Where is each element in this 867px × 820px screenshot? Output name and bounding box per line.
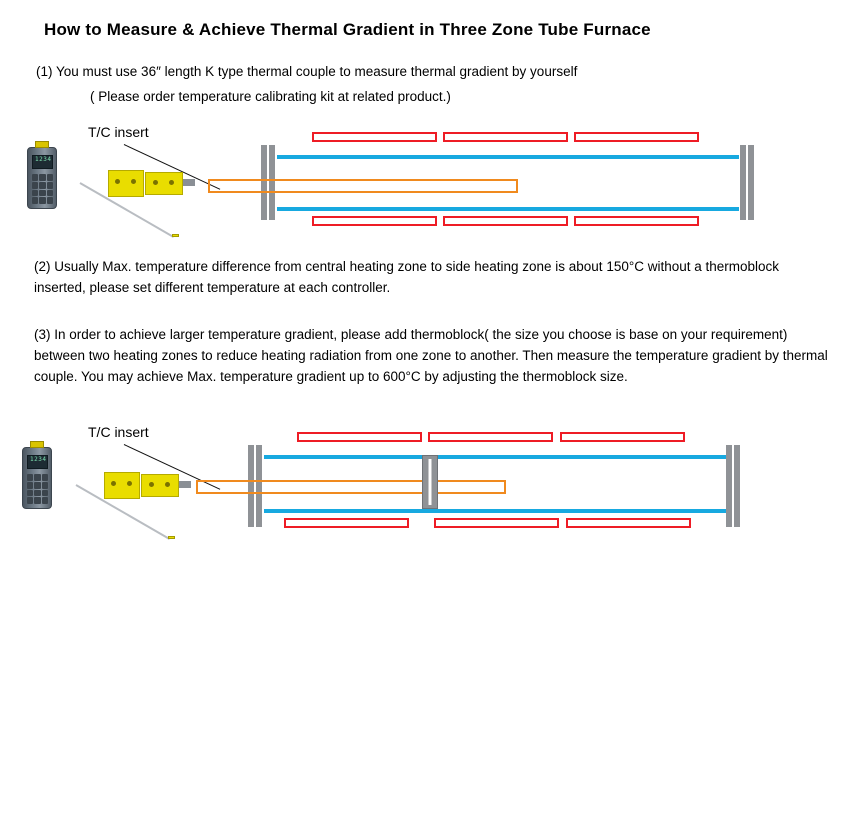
thermocouple-line-cap-right <box>516 179 518 192</box>
quartz-tube-bottom-wall <box>277 207 739 211</box>
thermocouple-line-cap-right-2 <box>504 480 506 493</box>
page-title: How to Measure & Achieve Thermal Gradient in Three Zone Tube Furnace <box>44 20 651 39</box>
thermometer-screen <box>32 155 53 169</box>
heating-coil-top-zone-3-2 <box>560 432 685 442</box>
furnace-diagram-with-thermoblock <box>0 420 867 545</box>
thermometer-keypad <box>32 174 53 204</box>
quartz-tube-bottom-wall-2 <box>264 509 726 513</box>
paragraph-3: (3) In order to achieve larger temperature gradient, please add thermoblock( the size you choose is base on your requirement) between two heating zones to reduce heating radiation from one zone to another. Then measure the temperature gradient by thermal couple. You may achieve Max. temperature gradient up to 600°C by adjusting the thermoblock size. <box>34 327 828 384</box>
heating-coil-top-zone-2 <box>443 132 568 142</box>
heating-coil-top-zone-1-2 <box>297 432 422 442</box>
heating-coil-top-zone-2-2 <box>428 432 553 442</box>
tc-insert-label: T/C insert <box>88 124 149 140</box>
thermocouple-line-cap-left-2 <box>196 480 198 493</box>
connector-metal-tip-2 <box>179 481 191 488</box>
quartz-tube-top-wall-2 <box>264 455 726 459</box>
heating-coil-bottom-zone-2-2 <box>434 518 559 528</box>
thermometer-screen-2 <box>27 455 48 469</box>
thermometer-plug-icon-2 <box>30 441 44 448</box>
k-type-connector-right-2 <box>141 474 179 497</box>
paragraph-1-line-2: ( Please order temperature calibrating kit at related product.) <box>90 89 451 104</box>
thermocouple-insert-line-upper <box>208 179 518 181</box>
probe-tip <box>172 234 179 237</box>
thermocouple-insert-line-lower <box>208 191 518 193</box>
thermometer-reading: 1234 <box>35 156 52 163</box>
heating-coil-top-zone-3 <box>574 132 699 142</box>
paragraph-2: (2) Usually Max. temperature difference from central heating zone to side heating zone is about 150°C without a thermoblock inserted, please set different temperature at each controller. <box>34 259 780 295</box>
paragraph-1-line-1: (1) You must use 36″ length K type thermal couple to measure thermal gradient by yourself <box>36 64 578 79</box>
k-type-connector-right <box>145 172 183 195</box>
thermocouple-line-cap-left <box>208 179 210 192</box>
thermocouple-insert-line-upper-2 <box>196 480 506 482</box>
quartz-tube-top-wall <box>277 155 739 159</box>
digital-thermometer-2 <box>22 447 52 509</box>
furnace-end-flange-right-2 <box>724 445 742 527</box>
heating-coil-bottom-zone-3 <box>574 216 699 226</box>
thermometer-keypad-2 <box>27 474 48 504</box>
heating-coil-bottom-zone-1 <box>312 216 437 226</box>
heating-coil-bottom-zone-2 <box>443 216 568 226</box>
furnace-end-flange-right <box>738 145 756 220</box>
furnace-end-flange-left-2 <box>246 445 264 527</box>
k-type-connector-left <box>108 170 144 197</box>
furnace-end-flange-left <box>259 145 277 220</box>
heating-coil-top-zone-1 <box>312 132 437 142</box>
paragraph-1 <box>36 61 826 82</box>
heating-coil-bottom-zone-3-2 <box>566 518 691 528</box>
heating-coil-bottom-zone-1-2 <box>284 518 409 528</box>
probe-tip-2 <box>168 536 175 539</box>
digital-thermometer <box>27 147 57 209</box>
tc-insert-label-2: T/C insert <box>88 424 149 440</box>
thermoblock <box>422 455 438 509</box>
connector-metal-tip <box>183 179 195 186</box>
thermocouple-insert-line-lower-2 <box>196 492 506 494</box>
furnace-diagram-without-thermoblock <box>0 120 867 245</box>
k-type-connector-left-2 <box>104 472 140 499</box>
thermometer-reading-2: 1234 <box>30 456 47 463</box>
thermometer-plug-icon <box>35 141 49 148</box>
